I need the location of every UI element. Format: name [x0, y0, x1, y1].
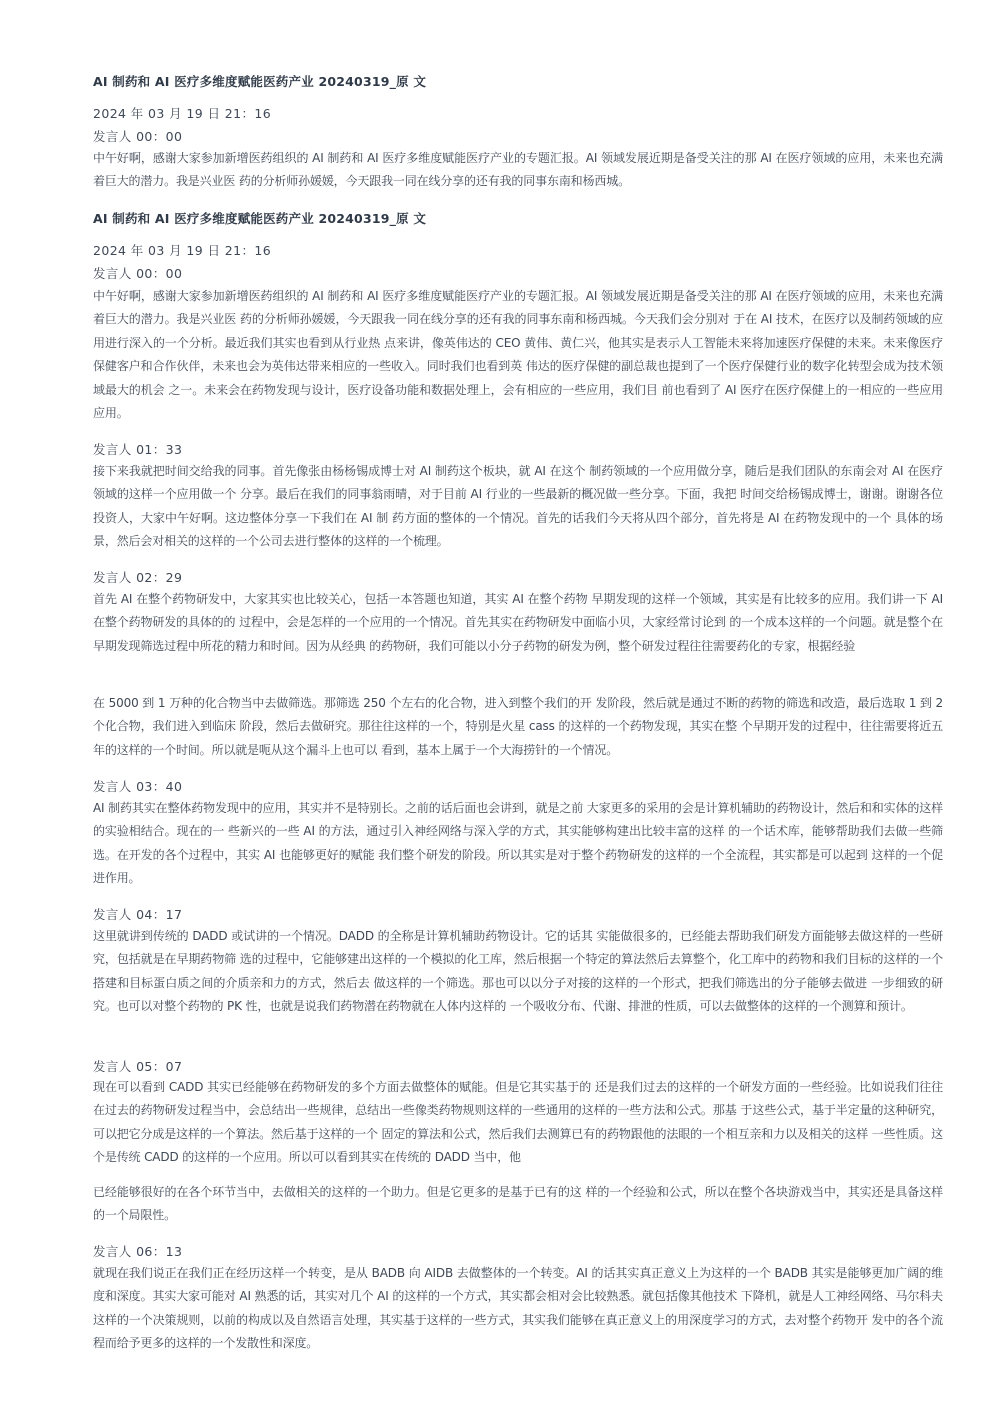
speaker-label: 发言人 03：40: [93, 779, 183, 794]
speaker-label: 发言人 04：17: [93, 907, 183, 922]
paragraph: 首先 AI 在整个药物研发中，大家其实也比较关心，包括一本答题也知道，其实 AI 在整个药物 早期发现的这样一个领域，其实是有比较多的应用。我们讲一下 AI 在整个药物研发的具体的的 过程中，会是怎样的一个应用的一个情况。首先其实在药物研发中面临小贝，大家经常讨论到 的一个成本这样的一个问题。就是整个在早期发现筛选过程中所花的精力和时间。因为从经典 的药物研，我们可能以小分子药物的研发为例，整个研发过程往往需要药化的专家，根据经验: [93, 592, 943, 653]
paragraph: 就现在我们说正在我们正在经历这样一个转变，是从 BADB 向 AIDB 去做整体的一个转变。AI 的话其实真正意义上为这样的一个 BADB 其实是能够更加广阔的维度和深度。其实大家可能对 AI 熟悉的话，其实对几个 AI 的这样的一个方式，其实都会相对会比较熟悉。就包括像其他技术 下降机，就是人工神经网络、马尔科夫这样的一个决策规则，以前的构成以及自然语言处理，其实基于这样的一些方式，其实我们能够在真正意义上的用深度学习的方式，去对整个药物开 发中的各个流程而给予更多的这样的一个发散性和深度。: [93, 1266, 943, 1351]
speaker-label: 发言人 01：33: [93, 442, 183, 457]
doc-title: AI 制药和 AI 医疗多维度赋能医药产业 20240319_原 文: [93, 211, 427, 226]
speaker-label: 发言人 05：07: [93, 1059, 183, 1074]
paragraph: 现在可以看到 CADD 其实已经能够在药物研发的多个方面去做整体的赋能。但是它其实基于的 还是我们过去的这样的一个研发方面的一些经验。比如说我们往往在过去的药物研发过程当中，会总结出一些规律，总结出一些像类药物规则这样的一些通用的这样的一些方法和公式。那基 于这些公式，基于半定量的这种研究，可以把它分成是这样的一个算法。然后基于这样的一个 固定的算法和公式，然后我们去测算已有的药物跟他的法眼的一个相互亲和力以及相关的这样 一些性质。这个是传统 CADD 的这样的一个应用。所以可以看到其实在传统的 DADD 当中，他: [93, 1080, 943, 1165]
speaker-label: 发言人 02：29: [93, 570, 183, 585]
paragraph: 接下来我就把时间交给我的同事。首先像张由杨杨锡成博士对 AI 制药这个板块，就 AI 在这个 制药领域的一个应用做分享，随后是我们团队的东南会对 AI 在医疗领域的这样一个应用做一个 分享。最后在我们的同事翁雨晴，对于目前 AI 行业的一些最新的概况做一些分享。下面，我把 时间交给杨锡成博士，谢谢。谢谢各位投资人，大家中午好啊。这边整体分享一下我们在 AI 制 药方面的整体的一个情况。首先的话我们今天将从四个部分，首先将是 AI 在药物发现中的一个 具体的场景，然后会对相关的这样的一个公司去进行整体的这样的一个梳理。: [93, 464, 943, 549]
paragraph: 中午好啊，感谢大家参加新增医药组织的 AI 制药和 AI 医疗多维度赋能医疗产业的专题汇报。AI 领域发展近期是备受关注的那 AI 在医疗领域的应用，未来也充满着巨大的潜力。我是兴业医 药的分析师孙媛媛，今天跟我一同在线分享的还有我的同事东南和杨西城。今天我们会分别对 于在 AI 技术，在医疗以及制药领域的应用进行深入的一个分析。最近我们其实也看到从行业热 点来讲，像英伟达的 CEO 黄伟、黄仁兴，他其实是表示人工智能未来将加速医疗保健的未来。未来像医疗保健客户和合作伙伴，未来也会为英伟达带来相应的一些收入。同时我们也看到英 伟达的医疗保健的副总裁也提到了一个医疗保健行业的数字化转型会成为技术领域最大的机会 之一。未来会在药物发现与设计，医疗设备功能和数据处理上，会有相应的一些应用，我们目 前也看到了 AI 医疗在医疗保健上的一相应的一些应用应用。: [93, 289, 943, 421]
paragraph: 中午好啊，感谢大家参加新增医药组织的 AI 制药和 AI 医疗多维度赋能医疗产业的专题汇报。AI 领域发展近期是备受关注的那 AI 在医疗领域的应用，未来也充满着巨大的潜力。我是兴业医 药的分析师孙媛媛，今天跟我一同在线分享的还有我的同事东南和杨西城。: [93, 151, 943, 189]
datetime: 2024 年 03 月 19 日 21：16: [93, 243, 272, 258]
paragraph: 已经能够很好的在各个环节当中，去做相关的这样的一个助力。但是它更多的是基于已有的这 样的一个经验和公式，所以在整个各块游戏当中，其实还是具备这样的一个局限性。: [93, 1185, 943, 1223]
speaker-label: 发言人 06：13: [93, 1244, 183, 1259]
speaker-label: 发言人 00：00: [93, 266, 183, 281]
paragraph: AI 制药其实在整体药物发现中的应用，其实并不是特别长。之前的话后面也会讲到，就是之前 大家更多的采用的会是计算机辅助的药物设计，然后和和实体的这样的实验相结合。现在的一 些新兴的一些 AI 的方法，通过引入神经网络与深入学的方式，其实能够构建出比较丰富的这样 的一个话术库，能够帮助我们去做一些筛选。在开发的各个过程中，其实 AI 也能够更好的赋能 我们整个研发的阶段。所以其实是对于整个药物研发的这样的一个全流程，其实都是可以起到 这样的一个促进作用。: [93, 801, 943, 886]
paragraph: 这里就讲到传统的 DADD 或试讲的一个情况。DADD 的全称是计算机辅助药物设计。它的话其 实能做很多的，已经能去帮助我们研发方面能够去做这样的一些研究，包括就是在早期药物筛 选的过程中，它能够建出这样的一个模拟的化工库，然后根据一个特定的算法然后去算整个，化工库中的药物和我们目标的这样的一个搭建和目标蛋白质之间的介质亲和力的方式，然后去 做这样的一个筛选。那也可以以分子对接的这样的一个形式，把我们筛选出的分子能够去做进 一步细致的研究。也可以对整个药物的 PK 性，也就是说我们药物潜在药物就在人体内这样的 一个吸收分布、代谢、排泄的性质，可以去做整体的这样的一个测算和预计。: [93, 929, 943, 1014]
speaker-label: 发言人 00：00: [93, 129, 183, 144]
datetime: 2024 年 03 月 19 日 21：16: [93, 106, 272, 121]
doc-title: AI 制药和 AI 医疗多维度赋能医药产业 20240319_原 文: [93, 74, 427, 89]
paragraph: 在 5000 到 1 万种的化合物当中去做筛选。那筛选 250 个左右的化合物，进入到整个我们的开 发阶段，然后就是通过不断的药物的筛选和改造，最后选取 1 到 2 个化合物，我们进入到临床 阶段，然后去做研究。那往往这样的一个，特别是火星 cass 的这样的一个药物发现，其实在整 个早期开发的过程中，往往需要将近五年的这样的一个时间。所以就是呃从这个漏斗上也可以 看到，基本上属于一个大海捞针的一个情况。: [93, 696, 943, 757]
